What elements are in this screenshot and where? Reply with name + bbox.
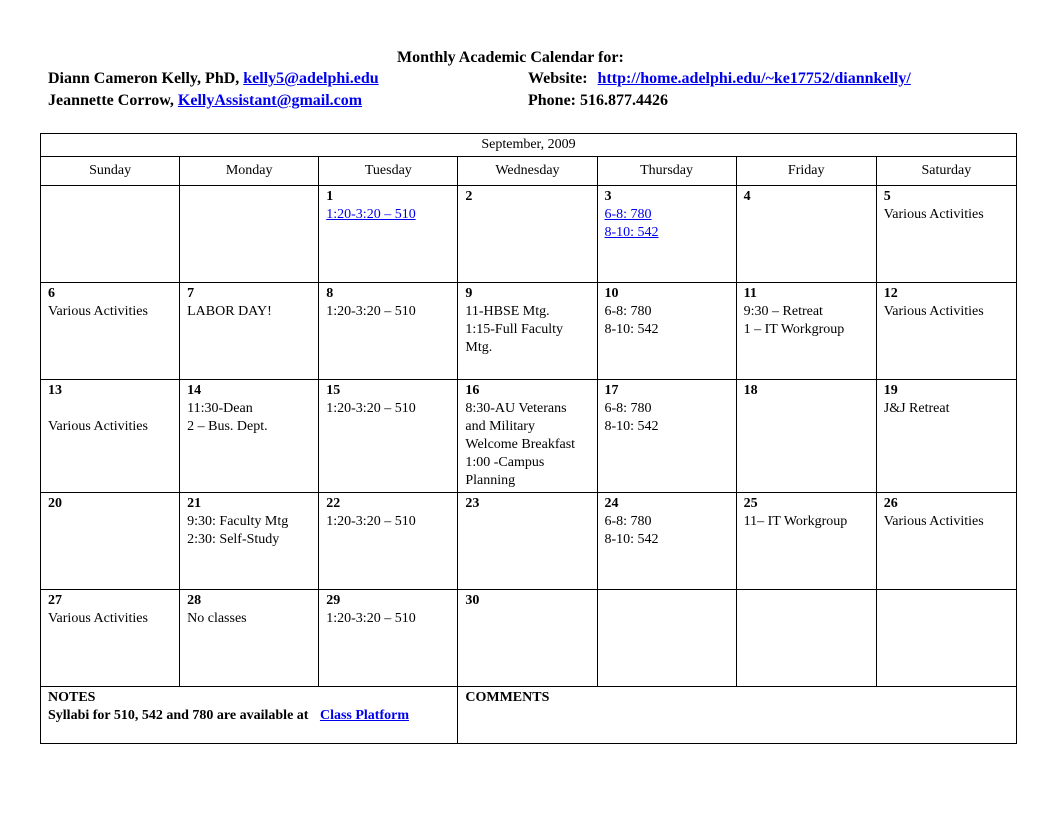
day-cell: [41, 283, 180, 380]
day-number: 14: [187, 383, 202, 398]
event-entry: 8-10: 542: [604, 322, 659, 337]
event-entry: LABOR DAY!: [187, 304, 272, 319]
day-cell: [876, 283, 1016, 380]
notes-text: Syllabi for 510, 542 and 780 are available at: [48, 708, 309, 723]
calendar-title: Monthly Academic Calendar for:: [397, 49, 624, 66]
day-number: 9: [465, 286, 473, 301]
day-cell: [597, 283, 736, 380]
week-row: [41, 380, 1017, 493]
weekday-header: Saturday: [876, 157, 1016, 186]
day-number: 2: [465, 189, 473, 204]
day-cell: [876, 590, 1016, 687]
week-row: [41, 186, 1017, 283]
day-cell: [319, 493, 458, 590]
day-cell: [41, 186, 180, 283]
class-platform-link[interactable]: Class Platform: [319, 708, 409, 723]
day-cell: [736, 493, 876, 590]
day-number: 28: [187, 593, 202, 608]
spacer: [48, 400, 172, 418]
event-link[interactable]: 8-10: 542: [604, 225, 659, 240]
notes-title: NOTES: [48, 690, 96, 705]
day-number: 16: [465, 383, 480, 398]
event-link[interactable]: 6-8: 780: [604, 207, 652, 222]
day-cell: [319, 380, 458, 493]
event-entry: 8:30-AU Veterans and Military Welcome Breakfast: [465, 401, 576, 452]
day-cell: [876, 380, 1016, 493]
day-number: 19: [883, 383, 898, 398]
day-number: 5: [883, 189, 891, 204]
event-link[interactable]: 1:20-3:20 – 510: [326, 207, 416, 222]
day-cell: [458, 186, 597, 283]
day-number: 6: [48, 286, 55, 301]
person2-name: Jeannette Corrow,: [48, 92, 174, 109]
day-cell: [180, 493, 319, 590]
person1-line: [48, 70, 379, 88]
week-row: [41, 590, 1017, 687]
day-number: 24: [604, 496, 619, 511]
event-entry: 1:20-3:20 – 510: [326, 401, 416, 416]
event-entry: 1:15-Full Faculty Mtg.: [465, 322, 563, 355]
weekday-header: Wednesday: [458, 157, 597, 186]
weekday-header: Tuesday: [319, 157, 458, 186]
event-entry: 1:20-3:20 – 510: [326, 611, 416, 626]
website-line: [528, 70, 911, 88]
day-cell: [597, 493, 736, 590]
day-number: 30: [465, 593, 480, 608]
notes-row: [41, 687, 1017, 744]
day-cell: [876, 186, 1016, 283]
weekday-header: Monday: [180, 157, 319, 186]
website-link[interactable]: http://home.adelphi.edu/~ke17752/diannkelly/: [597, 70, 911, 87]
weekday-header: Friday: [736, 157, 876, 186]
day-number: 27: [48, 593, 62, 608]
day-number: 11: [743, 286, 757, 301]
day-number: 23: [465, 496, 480, 511]
event-entry: Various Activities: [883, 207, 984, 222]
event-entry: 1:00 -Campus Planning: [465, 455, 545, 488]
notes-line: [48, 707, 450, 725]
day-cell: [458, 590, 597, 687]
day-cell: [319, 590, 458, 687]
event-entry: 1:20-3:20 – 510: [326, 514, 416, 529]
notes-cell: [41, 687, 458, 744]
day-cell: [180, 283, 319, 380]
day-number: 3: [604, 189, 612, 204]
comments-title: COMMENTS: [465, 690, 550, 705]
event-entry: 8-10: 542: [604, 419, 659, 434]
event-entry: 9:30 – Retreat: [743, 304, 823, 319]
event-entry: J&J Retreat: [883, 401, 950, 416]
week-row: [41, 493, 1017, 590]
event-entry: Various Activities: [48, 419, 148, 434]
event-entry: 2 – Bus. Dept.: [187, 419, 268, 434]
person1-email-link[interactable]: kelly5@adelphi.edu: [243, 70, 379, 87]
event-entry: [605, 224, 729, 242]
month-title: September, 2009: [41, 134, 1017, 157]
day-cell: [41, 493, 180, 590]
day-number: 18: [743, 383, 758, 398]
event-entry: 2:30: Self-Study: [187, 532, 280, 547]
event-entry: No classes: [187, 611, 247, 626]
day-cell: [180, 590, 319, 687]
day-number: 4: [743, 189, 751, 204]
day-number: 20: [48, 496, 62, 511]
weekday-header: Sunday: [41, 157, 180, 186]
day-cell: [597, 380, 736, 493]
day-cell: [180, 186, 319, 283]
event-entry: [605, 206, 729, 224]
day-number: 8: [326, 286, 334, 301]
comments-cell: [458, 687, 1017, 744]
day-cell: [876, 493, 1016, 590]
event-entry: 6-8: 780: [604, 401, 652, 416]
day-number: 29: [326, 593, 341, 608]
day-cell: [458, 493, 597, 590]
day-cell: [736, 380, 876, 493]
event-entry: Various Activities: [48, 304, 148, 319]
event-entry: 8-10: 542: [604, 532, 659, 547]
day-number: 15: [326, 383, 341, 398]
event-entry: Various Activities: [883, 514, 984, 529]
day-cell: [319, 283, 458, 380]
day-number: 13: [48, 383, 62, 398]
event-entry: 11– IT Workgroup: [743, 514, 848, 529]
day-number: 1: [326, 189, 334, 204]
event-entry: [326, 206, 450, 224]
day-cell: [597, 590, 736, 687]
day-cell: [180, 380, 319, 493]
day-cell: [736, 590, 876, 687]
event-entry: 1:20-3:20 – 510: [326, 304, 416, 319]
weekday-header-row: [41, 157, 1017, 186]
day-number: 10: [604, 286, 619, 301]
event-entry: 6-8: 780: [604, 304, 652, 319]
day-cell: [41, 380, 180, 493]
weekday-header: Thursday: [597, 157, 736, 186]
event-entry: Various Activities: [883, 304, 984, 319]
day-number: 22: [326, 496, 341, 511]
event-entry: Various Activities: [48, 611, 148, 626]
phone-line: Phone: 516.877.4426: [528, 92, 668, 109]
week-row: [41, 283, 1017, 380]
day-cell: [319, 186, 458, 283]
calendar-weeks: [41, 186, 1017, 687]
day-number: 21: [187, 496, 202, 511]
day-number: 12: [883, 286, 898, 301]
day-number: 26: [883, 496, 898, 511]
day-cell: [458, 283, 597, 380]
person2-email-link[interactable]: KellyAssistant@gmail.com: [177, 92, 363, 109]
calendar-table: [40, 133, 1017, 744]
day-cell: [41, 590, 180, 687]
event-entry: 6-8: 780: [604, 514, 652, 529]
event-entry: 9:30: Faculty Mtg: [187, 514, 289, 529]
day-cell: [597, 186, 736, 283]
event-entry: 1 – IT Workgroup: [743, 322, 845, 337]
day-cell: [736, 186, 876, 283]
day-cell: [736, 283, 876, 380]
person2-line: [48, 92, 362, 110]
website-label: Website:: [528, 70, 588, 87]
day-number: 25: [743, 496, 758, 511]
person1-name: Diann Cameron Kelly, PhD,: [48, 70, 240, 87]
event-entry: 11-HBSE Mtg.: [465, 304, 550, 319]
event-entry: 11:30-Dean: [187, 401, 253, 416]
day-number: 7: [187, 286, 195, 301]
day-cell: [458, 380, 597, 493]
day-number: 17: [604, 383, 619, 398]
